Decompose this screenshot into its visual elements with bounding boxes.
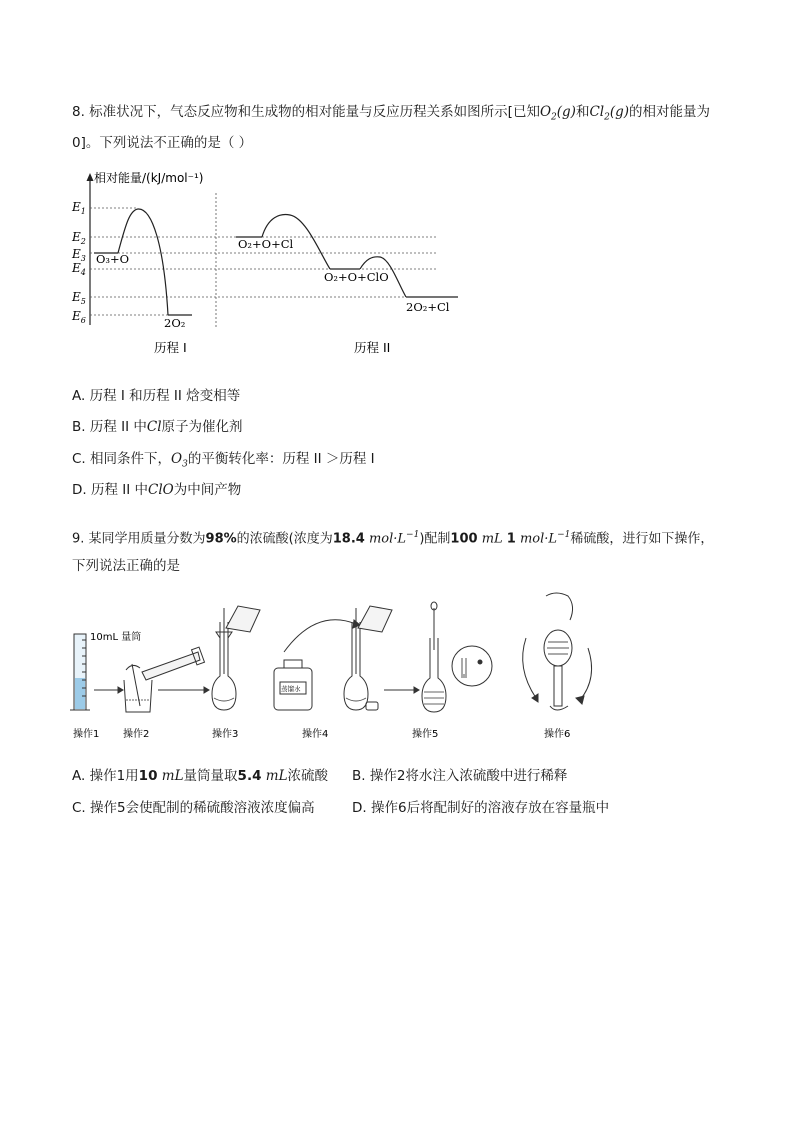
q8-stem-line1 (72, 102, 710, 128)
op3-label: 操作3 (212, 729, 239, 740)
species-o2-o-clo: O₂+O+ClO (324, 270, 389, 284)
level-guides (90, 208, 438, 315)
level-e3-label: $E_3$ (72, 247, 86, 263)
volumetric-flask-transfer (212, 606, 260, 710)
flask-inverting (523, 593, 592, 710)
q8-g2: (g) (609, 104, 630, 120)
op6-label: 操作6 (544, 729, 571, 740)
op4-label: 操作4 (302, 729, 329, 740)
q8-option-d[interactable]: D. 历程 II 中ClO为中间产物 (72, 482, 242, 498)
q8-stem-line2: 0]。下列说法不正确的是（ ） (72, 135, 253, 151)
q9-option-c[interactable]: C. 操作5会使配制的稀硫酸溶液浓度偏高 (72, 800, 315, 816)
q8-o2-sub: 2 (551, 112, 557, 123)
cylinder-label: 10mL 量筒 (90, 632, 142, 643)
caption-process-2: 历程 II (354, 340, 391, 355)
level-e4-label: $E_4$ (72, 261, 86, 277)
volumetric-flask-make-up (422, 602, 446, 712)
q8-option-c[interactable]: C. 相同条件下，$O_3$的平衡转化率：历程 II ＞历程 I (72, 451, 375, 470)
q9-apparatus-figure (66, 588, 666, 748)
q8-stem-text-a: 8. 标准状况下，气态反应物和生成物的相对能量与反应历程关系如图所示[已知 (72, 104, 540, 120)
q9-option-a[interactable]: A. 操作1用10 mL量筒量取5.4 mL浓硫酸 (72, 768, 329, 784)
q8-option-b[interactable]: B. 历程 II 中Cl原子为催化剂 (72, 419, 243, 435)
level-e2-label: $E_2$ (72, 230, 86, 246)
beaker-dilution (124, 647, 204, 712)
species-2o2-a: 2O₂ (164, 316, 186, 330)
magnified-meniscus (452, 646, 492, 686)
caption-process-1: 历程 I (154, 340, 187, 355)
q9-option-b[interactable]: B. 操作2将水注入浓硫酸中进行稀释 (352, 768, 568, 784)
level-e1-label: $E_1$ (72, 200, 86, 216)
level-e6-label: $E_6$ (72, 309, 86, 325)
q8-o2-symbol: O (539, 104, 552, 120)
level-e5-label: $E_5$ (72, 290, 86, 306)
species-2o2-cl: 2O₂+Cl (406, 300, 450, 314)
graduated-cylinder (70, 634, 90, 710)
q8-cl2-sub: 2 (604, 112, 610, 123)
op2-label: 操作2 (123, 729, 150, 740)
volumetric-flask-rinse (344, 606, 392, 710)
q9-stem-line1: 9. 某同学用质量分数为98%的浓硫酸(浓度为18.4 $mol\cdot L^{-1}$)配制100 mL 1 $mol\cdot L^{-1}$稀硫酸，进行如下操作， (72, 530, 714, 547)
q9-option-d[interactable]: D. 操作6后将配制好的溶液存放在容量瓶中 (352, 800, 610, 816)
bottle-label: 蒸馏水 (281, 685, 301, 693)
y-axis-arrow (87, 173, 94, 181)
q8-and: 和 (575, 104, 590, 120)
q8-stem-text-b: 的相对能量为 (629, 104, 711, 120)
species-o2-o-cl: O₂+O+Cl (238, 237, 294, 251)
q9-stem-line2: 下列说法正确的是 (72, 558, 180, 574)
op1-label: 操作1 (73, 729, 100, 740)
q8-cl2-symbol: Cl (589, 104, 605, 120)
species-o3-o: O₃+O (96, 252, 130, 266)
q8-option-a[interactable]: A. 历程 I 和历程 II 焓变相等 (72, 388, 241, 404)
q8-g1: (g) (556, 104, 576, 120)
q8-energy-diagram (68, 165, 468, 365)
y-axis-label: 相对能量/(kJ/mol⁻¹) (94, 171, 204, 185)
op5-label: 操作5 (412, 729, 439, 740)
